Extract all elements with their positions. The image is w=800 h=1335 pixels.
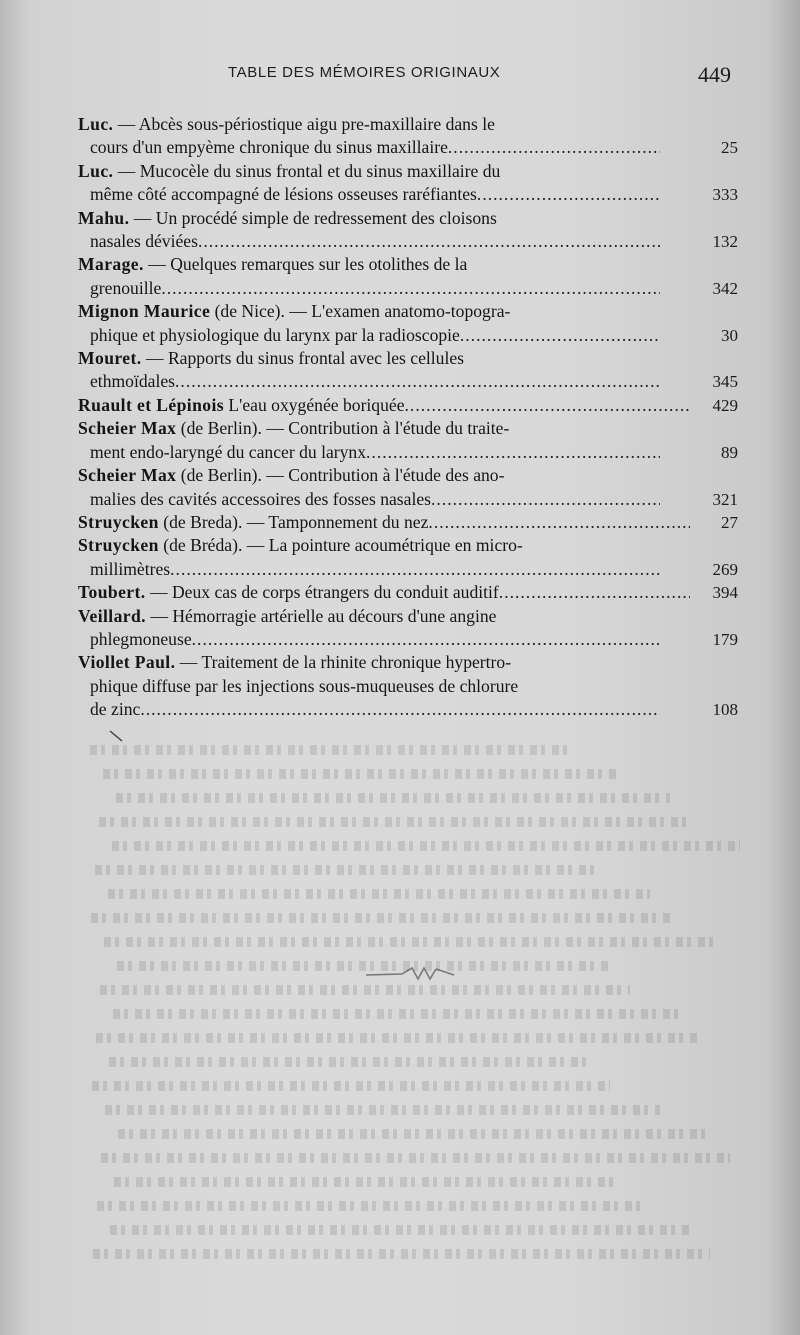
entry-title: — Traitement de la rhinite chronique hypertro- [175, 652, 512, 673]
entry-title: — Mucocèle du sinus frontal et du sinus maxillaire du [113, 160, 501, 181]
index-entry [78, 651, 738, 721]
index-entry [78, 464, 738, 511]
show-through-line [101, 1153, 730, 1163]
entry-title: (de Berlin). — Contribution à l'étude du traite- [176, 418, 510, 439]
entry-title-continuation: cours d'un empyème chronique du sinus maxillaire ..... [78, 136, 660, 159]
entry-first-line [78, 160, 738, 183]
entry-author: Ruault et Lépinois [78, 394, 225, 415]
entry-first-line [78, 651, 738, 674]
entry-author: Scheier Max [78, 418, 177, 439]
entry-page-number: 269 [712, 559, 738, 579]
entry-author: Scheier Max [78, 465, 177, 486]
show-through-line [109, 1057, 590, 1067]
entry-first-line [78, 581, 690, 604]
show-through-line [116, 793, 670, 803]
show-through-line [108, 889, 650, 899]
entry-title-continuation: ethmoïdales ..... [78, 370, 660, 393]
end-ornament [362, 963, 458, 985]
entry-title-continuation: millimètres ..... [78, 558, 660, 581]
entry-title: — Deux cas de corps étrangers du conduit auditif [145, 582, 499, 603]
show-through-line [113, 1009, 680, 1019]
entry-first-line [78, 605, 738, 628]
index-entry [78, 207, 738, 254]
entry-title: — Hémorragie artérielle au décours d'une angine [145, 605, 497, 626]
entry-page-number: 342 [712, 278, 738, 298]
entry-title-continuation: nasales déviées ..... [78, 230, 660, 253]
entry-title-continuation: grenouille ..... [78, 277, 660, 300]
entry-first-line [78, 464, 738, 487]
entry-first-line [78, 394, 690, 417]
entry-title: (de Breda). — Tamponnement du nez [158, 511, 429, 532]
entry-author: Toubert. [78, 582, 146, 603]
entry-title: (de Bréda). — La pointure acoumétrique en micro- [158, 535, 523, 556]
index-entry [78, 534, 738, 581]
entry-page-number: 321 [712, 489, 738, 509]
entry-title-continuation: ment endo-laryngé du cancer du larynx ..... [78, 441, 660, 464]
entry-first-line [78, 511, 690, 534]
index-entry [78, 253, 738, 300]
show-through-line [91, 913, 670, 923]
show-through-line [97, 1201, 640, 1211]
entry-first-line [78, 417, 738, 440]
entry-title: L'eau oxygénée boriquée [224, 394, 405, 415]
entry-first-line [78, 347, 738, 370]
index-entry [78, 417, 738, 464]
entry-first-line [78, 113, 738, 136]
entry-title-continuation: phlegmoneuse ..... [78, 628, 660, 651]
entry-author: Struycken [78, 511, 159, 532]
entry-first-line [78, 253, 738, 276]
entry-title-continuation: malies des cavités accessoires des fosses nasales ..... [78, 488, 660, 511]
entry-title-continuation: même côté accompagné de lésions osseuses raréfiantes ..... [78, 183, 660, 206]
entry-title: — Quelques remarques sur les otolithes de la [143, 254, 468, 275]
entry-title-continuation: phique et physiologique du larynx par la radioscopie ..... [78, 324, 660, 347]
index-entry [78, 300, 738, 347]
entry-page-number: 345 [712, 372, 738, 392]
index-entry [78, 160, 738, 207]
pen-mark [108, 727, 128, 747]
entry-title-continuation: phique diffuse par les injections sous-muqueuses de chlorure [90, 675, 519, 696]
index-entry [78, 605, 738, 652]
index-entry [78, 394, 738, 417]
entry-author: Marage. [78, 254, 144, 275]
index-entry [78, 113, 738, 160]
show-through-line [104, 937, 720, 947]
entry-author: Viollet Paul. [78, 652, 176, 673]
entry-page-number: 394 [712, 583, 738, 603]
show-through-line [100, 985, 630, 995]
entry-page-number: 25 [721, 138, 738, 158]
show-through-line [112, 841, 740, 851]
entry-title: — Abcès sous-périostique aigu pre-maxillaire dans le [113, 114, 495, 134]
index-entries [78, 113, 738, 722]
entry-page-number: 132 [712, 232, 738, 252]
show-through-line [93, 1249, 710, 1259]
show-through-line [110, 1225, 690, 1235]
entry-title: (de Berlin). — Contribution à l'étude des ano- [176, 465, 505, 486]
entry-page-number: 30 [721, 325, 738, 345]
entry-title: (de Nice). — L'examen anatomo-topogra- [210, 301, 511, 322]
page-header [0, 62, 800, 88]
show-through-line [103, 769, 620, 779]
show-through-line [99, 817, 690, 827]
index-entry [78, 581, 738, 604]
entry-page-number: 108 [712, 700, 738, 720]
entry-first-line [78, 207, 738, 230]
entry-page-number: 89 [721, 442, 738, 462]
entry-author: Veillard. [78, 605, 146, 626]
entry-author: Luc. [78, 160, 114, 181]
show-through-line [114, 1177, 620, 1187]
entry-page-number: 333 [712, 185, 738, 205]
page-number: 449 [698, 62, 731, 87]
entry-author: Struycken [78, 535, 159, 556]
entry-author: Luc. [78, 114, 114, 134]
entry-title: — Un procédé simple de redressement des cloisons [129, 207, 497, 228]
entry-title-continuation: de zinc ..... [78, 698, 660, 721]
index-entry [78, 347, 738, 394]
show-through-line [90, 745, 570, 755]
entry-first-line [78, 534, 738, 557]
entry-author: Mignon Maurice [78, 301, 211, 322]
entry-page-number: 179 [712, 629, 738, 649]
entry-author: Mouret. [78, 348, 142, 369]
show-through-line [96, 1033, 700, 1043]
running-head: TABLE DES MÉMOIRES ORIGINAUX [228, 64, 501, 81]
entry-page-number: 429 [712, 395, 738, 415]
show-through-line [118, 1129, 710, 1139]
show-through-line [105, 1105, 660, 1115]
entry-title: — Rapports du sinus frontal avec les cellules [141, 348, 465, 369]
entry-first-line [78, 300, 738, 323]
show-through-line [92, 1081, 610, 1091]
index-entry [78, 511, 738, 534]
entry-author: Mahu. [78, 207, 130, 228]
entry-page-number: 27 [721, 512, 738, 532]
show-through-line [95, 865, 600, 875]
